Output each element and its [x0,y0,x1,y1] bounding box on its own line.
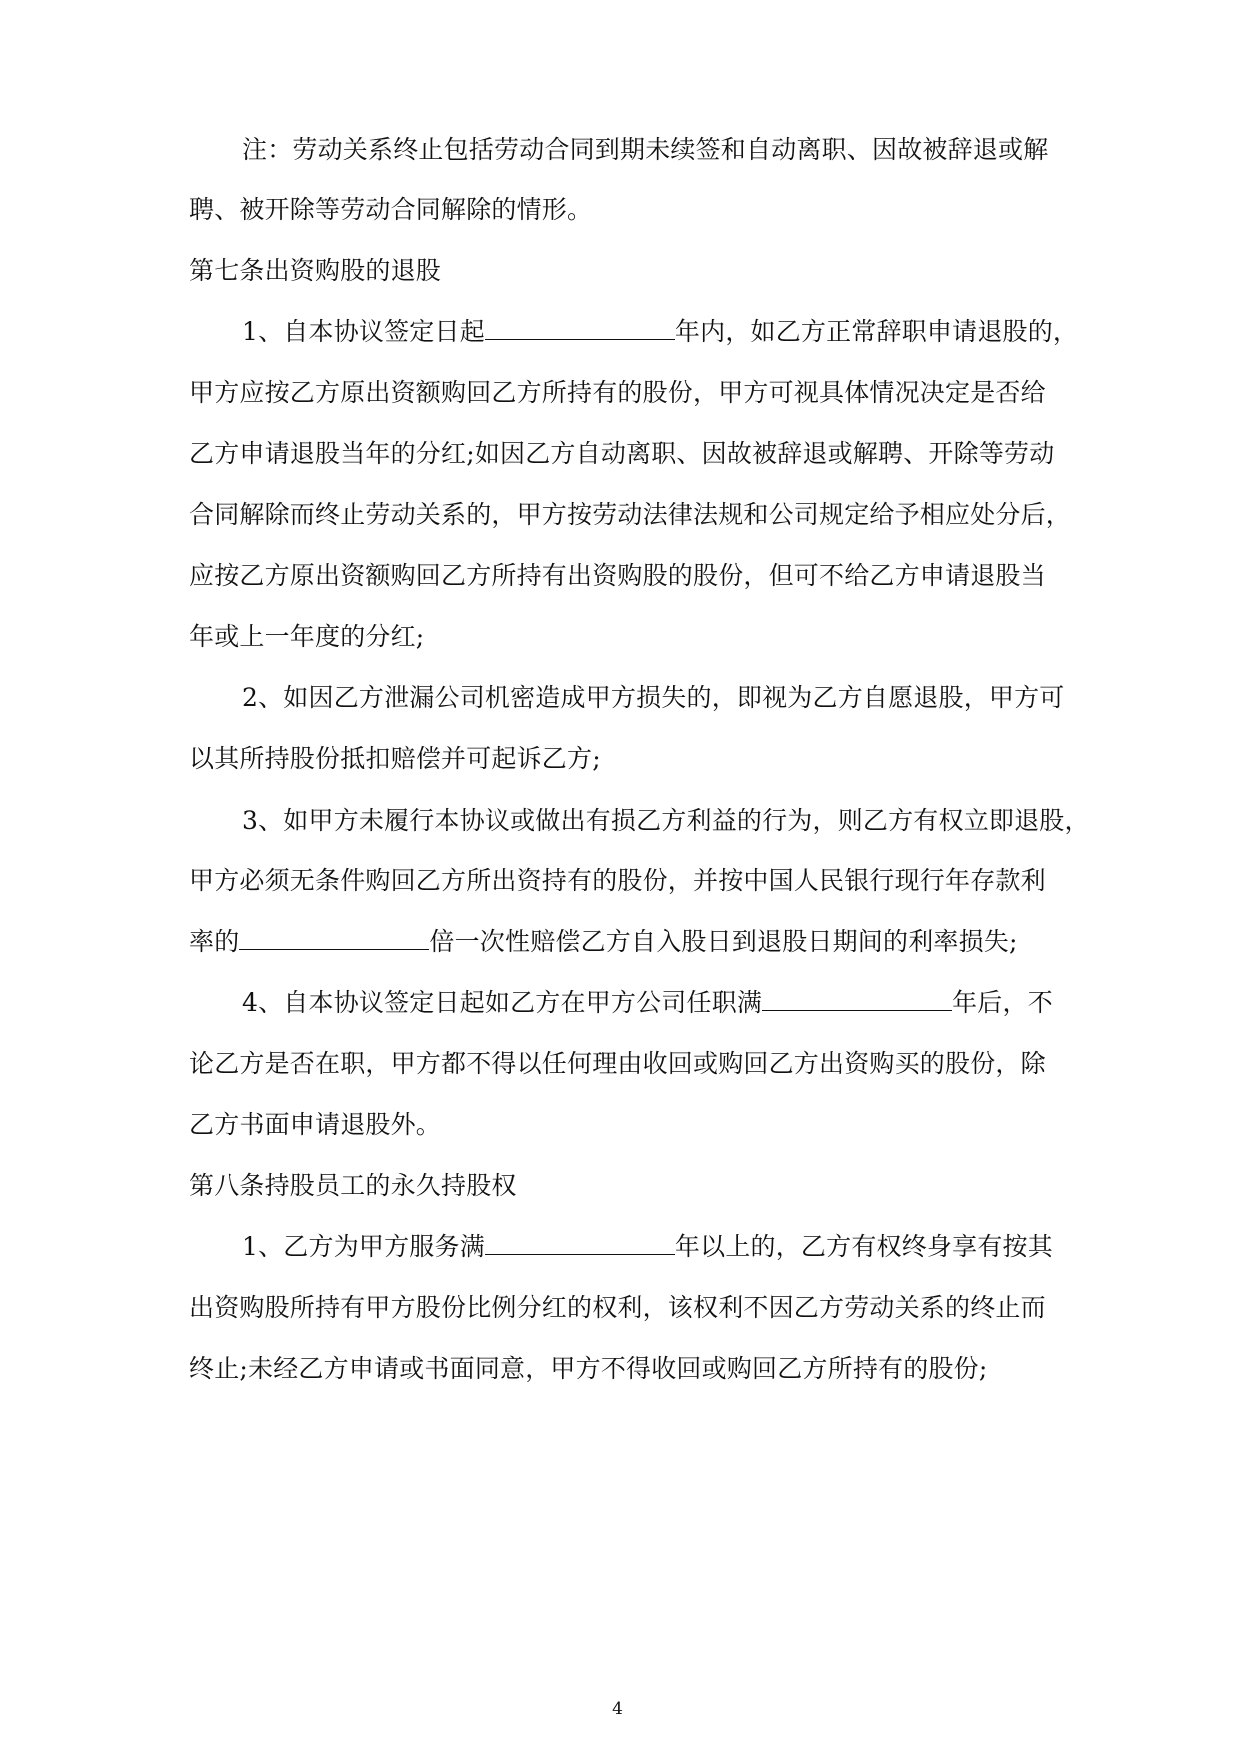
text-line: 以其所持股份抵扣赔偿并可起诉乙方; [189,744,601,773]
text-line: 甲方应按乙方原出资额购回乙方所持有的股份，甲方可视具体情况决定是否给 [189,378,1046,407]
text-line-segment: 4、自本协议签定日起如乙方在甲方公司任职满 [242,988,763,1017]
text-line-segment: 年内，如乙方正常辞职申请退股的， [674,317,1079,346]
section-heading: 第七条出资购股的退股 [189,256,442,285]
text-line: 2、如因乙方泄漏公司机密造成甲方损失的，即视为乙方自愿退股，甲方可 [242,683,1065,712]
text-line: 3、如甲方未履行本协议或做出有损乙方利益的行为，则乙方有权立即退股， [242,806,1090,835]
text-line-segment: 1、乙方为甲方服务满 [242,1232,485,1261]
text-line-segment: 年后，不 [952,988,1053,1017]
fill-in-blank [485,1232,675,1255]
section-heading: 第八条持股员工的永久持股权 [189,1171,517,1200]
fill-in-blank [239,927,429,950]
text-line: 合同解除而终止劳动关系的，甲方按劳动法律法规和公司规定给予相应处分后， [189,500,1072,529]
text-line [242,1232,1053,1262]
text-line: 乙方申请退股当年的分红;如因乙方自动离职、因故被辞退或解聘、开除等劳动 [189,439,1055,468]
text-line: 论乙方是否在职，甲方都不得以任何理由收回或购回乙方出资购买的股份，除 [189,1049,1046,1078]
text-line: 年或上一年度的分红; [189,622,425,651]
text-line: 聘、被开除等劳动合同解除的情形。 [189,195,593,224]
text-line [242,317,1078,347]
text-line-segment: 年以上的，乙方有权终身享有按其 [674,1232,1053,1261]
text-line: 应按乙方原出资额购回乙方所持有出资购股的股份，但可不给乙方申请退股当 [189,561,1046,590]
text-line [242,988,1053,1018]
fill-in-blank [485,317,675,340]
text-line: 乙方书面申请退股外。 [189,1110,442,1139]
page-number: 4 [612,1699,623,1719]
fill-in-blank [762,988,952,1011]
text-line: 终止;未经乙方申请或书面同意，甲方不得收回或购回乙方所持有的股份; [189,1354,988,1383]
text-line: 甲方必须无条件购回乙方所出资持有的股份，并按中国人民银行现行年存款利 [189,866,1046,895]
text-line-segment: 率的 [189,927,240,956]
text-line: 注：劳动关系终止包括劳动合同到期未续签和自动离职、因故被辞退或解 [242,135,1049,164]
text-line: 出资购股所持有甲方股份比例分红的权利，该权利不因乙方劳动关系的终止而 [189,1293,1046,1322]
text-line-segment: 倍一次性赔偿乙方自入股日到退股日期间的利率损失; [429,927,1018,956]
text-line [189,927,1018,957]
text-line-segment: 1、自本协议签定日起 [242,317,485,346]
